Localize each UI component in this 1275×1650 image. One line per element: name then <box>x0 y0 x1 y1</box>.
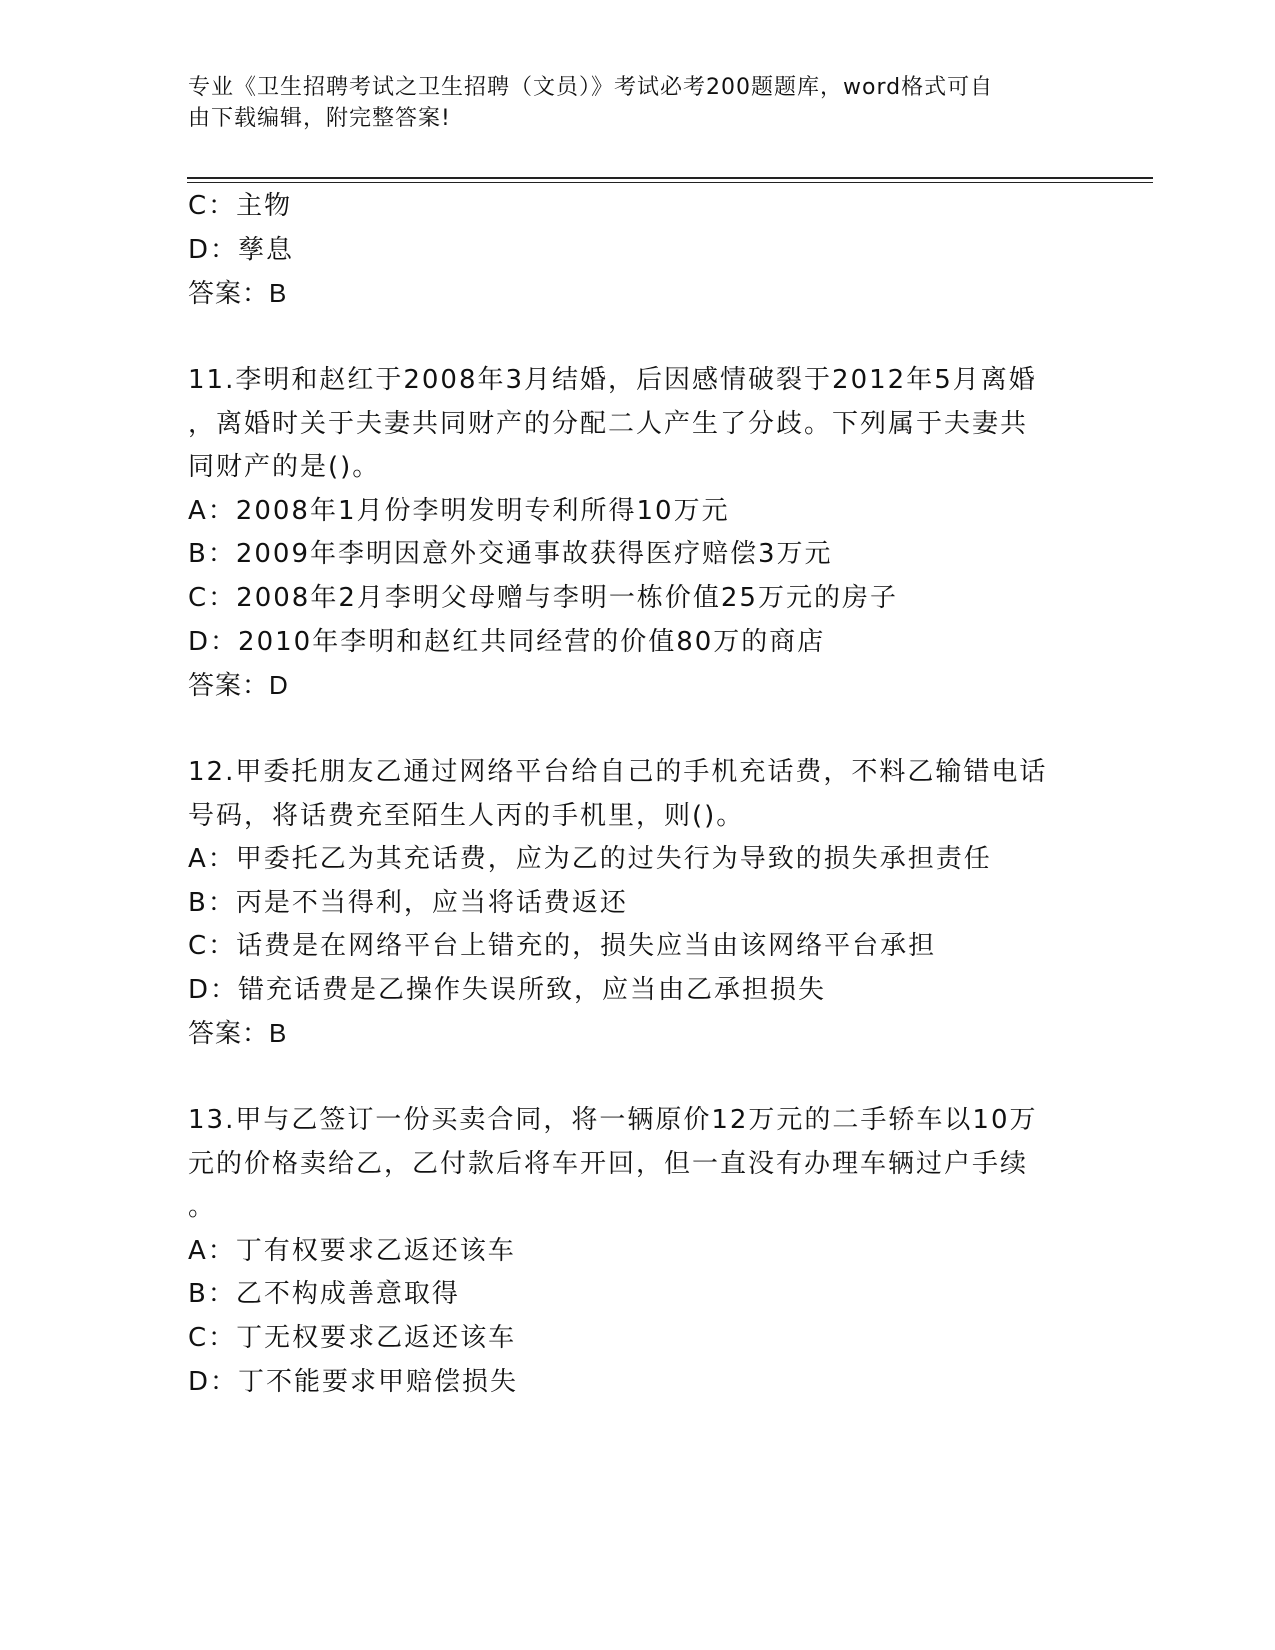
q12-option-b: B：丙是不当得利，应当将话费返还 <box>188 888 628 918</box>
q12-option-c: C：话费是在网络平台上错充的，损失应当由该网络平台承担 <box>188 931 937 961</box>
q11-stem-line-2: ，离婚时关于夫妻共同财产的分配二人产生了分歧。下列属于夫妻共 <box>188 409 1029 439</box>
q13-option-c: C：丁无权要求乙返还该车 <box>188 1323 517 1353</box>
header-rule-thin <box>187 182 1153 183</box>
q10-option-c: C：主物 <box>188 191 293 221</box>
q11-option-c: C：2008年2月李明父母赠与李明一栋价值25万元的房子 <box>188 583 898 613</box>
q13-option-a: A：丁有权要求乙返还该车 <box>188 1236 516 1266</box>
q11-option-a: A：2008年1月份李明发明专利所得10万元 <box>188 496 730 526</box>
q12-option-a: A：甲委托乙为其充话费，应为乙的过失行为导致的损失承担责任 <box>188 844 992 874</box>
q11-answer: 答案：D <box>188 670 289 700</box>
q12-stem-line-1: 12.甲委托朋友乙通过网络平台给自己的手机充话费，不料乙输错电话 <box>188 757 1048 787</box>
q12-answer: 答案：B <box>188 1018 288 1048</box>
header-line-2: 由下载编辑，附完整答案! <box>188 106 451 131</box>
q11-option-b: B：2009年李明因意外交通事故获得医疗赔偿3万元 <box>188 539 833 569</box>
q13-stem-line-1: 13.甲与乙签订一份买卖合同，将一辆原价12万元的二手轿车以10万 <box>188 1105 1038 1135</box>
q13-option-d: D：丁不能要求甲赔偿损失 <box>188 1367 519 1397</box>
header-text <box>188 72 1068 134</box>
q12-stem-line-2: 号码，将话费充至陌生人丙的手机里，则()。 <box>188 801 745 831</box>
q11-stem-line-3: 同财产的是()。 <box>188 452 381 482</box>
q11-option-d: D：2010年李明和赵红共同经营的价值80万的商店 <box>188 627 826 657</box>
q11-stem-line-1: 11.李明和赵红于2008年3月结婚，后因感情破裂于2012年5月离婚 <box>188 365 1037 395</box>
q13-option-b: B：乙不构成善意取得 <box>188 1279 460 1309</box>
header-rule-thick <box>187 177 1153 179</box>
header-line-1: 专业《卫生招聘考试之卫生招聘（文员）》考试必考200题题库，word格式可自 <box>188 75 994 100</box>
q13-stem-line-2: 元的价格卖给乙，乙付款后将车开回，但一直没有办理车辆过户手续 <box>188 1149 1029 1179</box>
q13-stem-line-3: 。 <box>188 1192 217 1222</box>
q12-option-d: D：错充话费是乙操作失误所致，应当由乙承担损失 <box>188 975 827 1005</box>
q10-option-d: D：孳息 <box>188 235 295 265</box>
q10-answer: 答案：B <box>188 278 288 308</box>
